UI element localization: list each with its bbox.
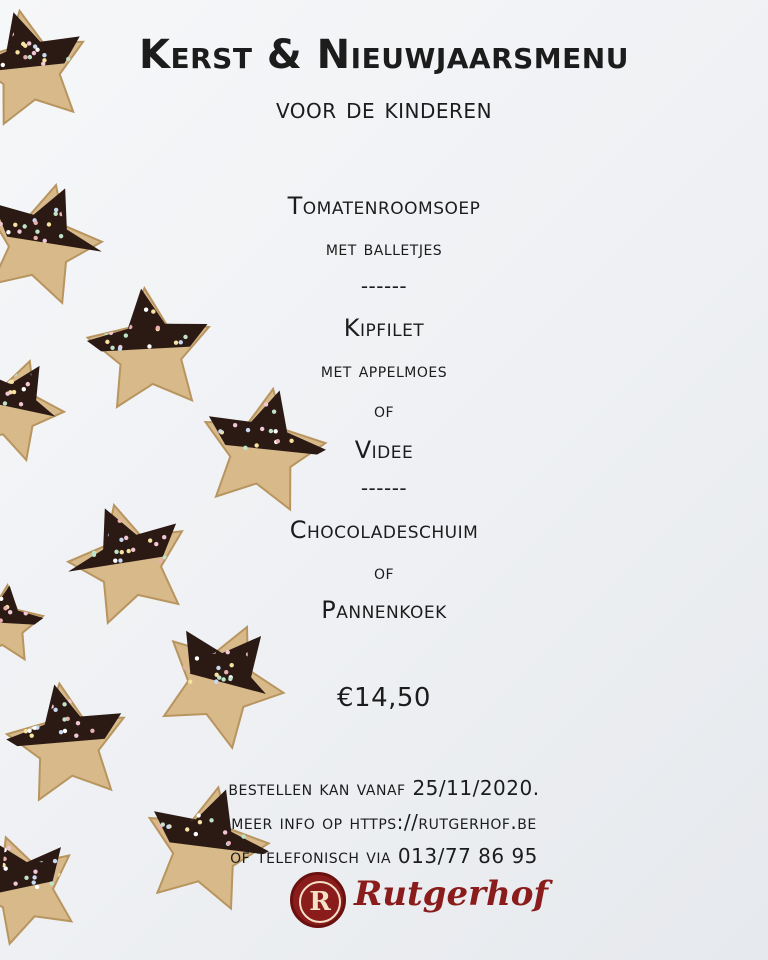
course-or: of bbox=[373, 560, 395, 584]
logo-emblem bbox=[290, 872, 346, 928]
star-cookie bbox=[0, 818, 84, 944]
menu-subtitle: voor de kinderen bbox=[275, 92, 493, 125]
menu-price: €14,50 bbox=[337, 683, 431, 713]
course-divider: ------ bbox=[360, 476, 408, 500]
course-divider: ------ bbox=[360, 274, 408, 298]
course-main-1-detail: met appelmoes bbox=[320, 358, 448, 382]
course-main-1: Kipfilet bbox=[343, 314, 425, 342]
logo-emblem-letter: R bbox=[299, 881, 341, 923]
course-main-2: Videe bbox=[354, 436, 414, 464]
order-info: bestellen kan vanaf 25/11/2020. bbox=[228, 776, 540, 800]
course-soup-detail: met balletjes bbox=[325, 236, 443, 260]
star-cookie bbox=[77, 279, 218, 406]
course-or: of bbox=[373, 398, 395, 422]
rutgerhof-logo bbox=[288, 868, 549, 930]
phone-info: of telefonisch via 013/77 86 95 bbox=[230, 844, 538, 868]
course-soup: Tomatenroomsoep bbox=[287, 192, 481, 220]
course-dessert-2: Pannenkoek bbox=[321, 596, 447, 624]
menu-title: Kerst & Nieuwjaarsmenu bbox=[139, 32, 629, 78]
website-info: meer info op https://rutgerhof.be bbox=[231, 810, 537, 834]
logo-wordmark: Rutgerhof bbox=[354, 874, 549, 914]
course-dessert-1: Chocoladeschuim bbox=[289, 516, 479, 544]
